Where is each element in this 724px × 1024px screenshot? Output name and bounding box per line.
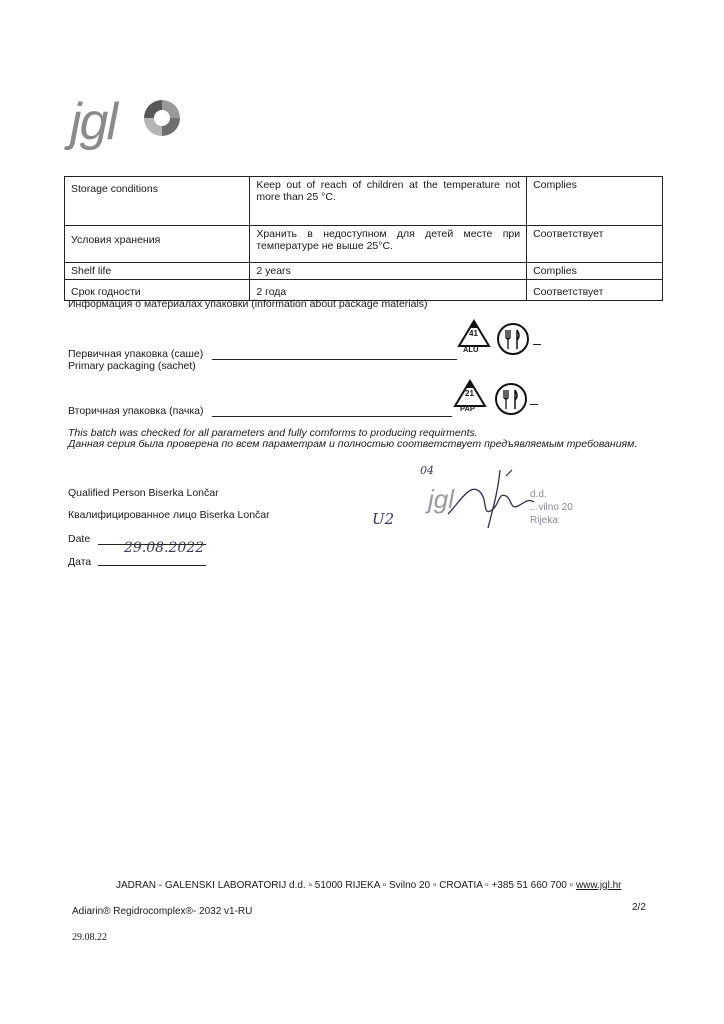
recycling-code: 41 bbox=[469, 329, 478, 338]
handwritten-mark: U2 bbox=[372, 510, 395, 528]
secondary-packaging-label-ru: Вторичная упаковка (пачка) bbox=[68, 405, 204, 417]
food-safe-icon bbox=[496, 322, 530, 356]
primary-packaging-underline bbox=[212, 359, 457, 360]
table-row bbox=[65, 263, 663, 280]
bullet-icon: ▫ bbox=[382, 880, 389, 891]
company-logo-text: jgl bbox=[70, 93, 117, 151]
statement-ru: Данная серия была проверена по всем параметрам и полностью соответствует предъявляемым требованиям. bbox=[68, 438, 638, 450]
date-line-ru bbox=[98, 565, 206, 566]
primary-packaging-label-en: Primary packaging (sachet) bbox=[68, 360, 196, 372]
date-label-ru: Дата bbox=[68, 556, 92, 568]
recycling-material: ALU bbox=[463, 345, 479, 354]
recycling-material: PAP bbox=[460, 404, 475, 413]
table-cell-param: Условия хранения bbox=[65, 226, 250, 263]
table-cell-param: Storage conditions bbox=[65, 177, 250, 226]
stamp-text: d.d. ...vilno 20 Rijeka bbox=[530, 489, 573, 526]
page-number: 2/2 bbox=[632, 902, 646, 913]
food-safe-icon bbox=[494, 382, 528, 416]
table-cell-spec: Хранить в недоступном для детей месте при температуре не выше 25°С. bbox=[250, 226, 527, 263]
qualified-person-ru: Квалифицированное лицо Biserka Lončar bbox=[68, 509, 270, 521]
bullet-icon: ▫ bbox=[569, 880, 576, 891]
table-cell-param: Срок годности bbox=[65, 280, 250, 301]
table-cell-spec: 2 года bbox=[250, 280, 527, 301]
statement-en: This batch was checked for all parameters and fully comforms to producing requirments. bbox=[68, 427, 478, 439]
qualified-person-en: Qualified Person Biserka Lončar bbox=[68, 487, 219, 499]
recycling-code: 21 bbox=[465, 389, 474, 398]
table-cell-spec: 2 years bbox=[250, 263, 527, 280]
table-cell-result: Complies bbox=[527, 263, 663, 280]
handwritten-mark: 04 bbox=[420, 464, 434, 477]
table-cell-result: Complies bbox=[527, 177, 663, 226]
bullet-icon: ▫ bbox=[432, 880, 440, 891]
print-date: 29.08.22 bbox=[72, 932, 107, 943]
handwritten-date: 29.08.2022 bbox=[124, 540, 205, 556]
specification-table bbox=[64, 176, 663, 301]
bullet-icon: ▫ bbox=[485, 880, 492, 891]
footer-website-link[interactable]: www.jgl.hr bbox=[575, 880, 622, 891]
table-cell-param: Shelf life bbox=[65, 263, 250, 280]
company-logo-icon bbox=[140, 96, 184, 140]
primary-packaging-label-ru: Первичная упаковка (саше) bbox=[68, 348, 204, 360]
table-cell-result: Соответствует bbox=[527, 226, 663, 263]
footer-address: JADRAN - GALENSKI LABORATORIJ d.d. ▫ 51000 RIJEKA ▫ Svilno 20 ▫ CROATIA ▫ +385 51 660 700 ▫ www.jgl.hr bbox=[116, 880, 622, 891]
date-label-en: Date bbox=[68, 533, 91, 545]
primary-symbols-dash bbox=[533, 344, 541, 345]
document-name: Adiarin® Regidrocomplex®- 2032 v1-RU bbox=[72, 906, 253, 917]
secondary-symbols-dash bbox=[530, 404, 538, 405]
packaging-heading: Информация о материалах упаковки (information about package materials) bbox=[68, 298, 428, 310]
signature bbox=[440, 462, 550, 532]
table-row bbox=[65, 226, 663, 263]
table-row bbox=[65, 177, 663, 226]
secondary-packaging-underline bbox=[212, 416, 452, 417]
stamp-logo: jgl bbox=[428, 484, 455, 514]
table-cell-result: Соответствует bbox=[527, 280, 663, 301]
table-cell-spec: Keep out of reach of children at the temperature not more than 25 °C. bbox=[250, 177, 527, 226]
bullet-icon: ▫ bbox=[308, 880, 315, 891]
